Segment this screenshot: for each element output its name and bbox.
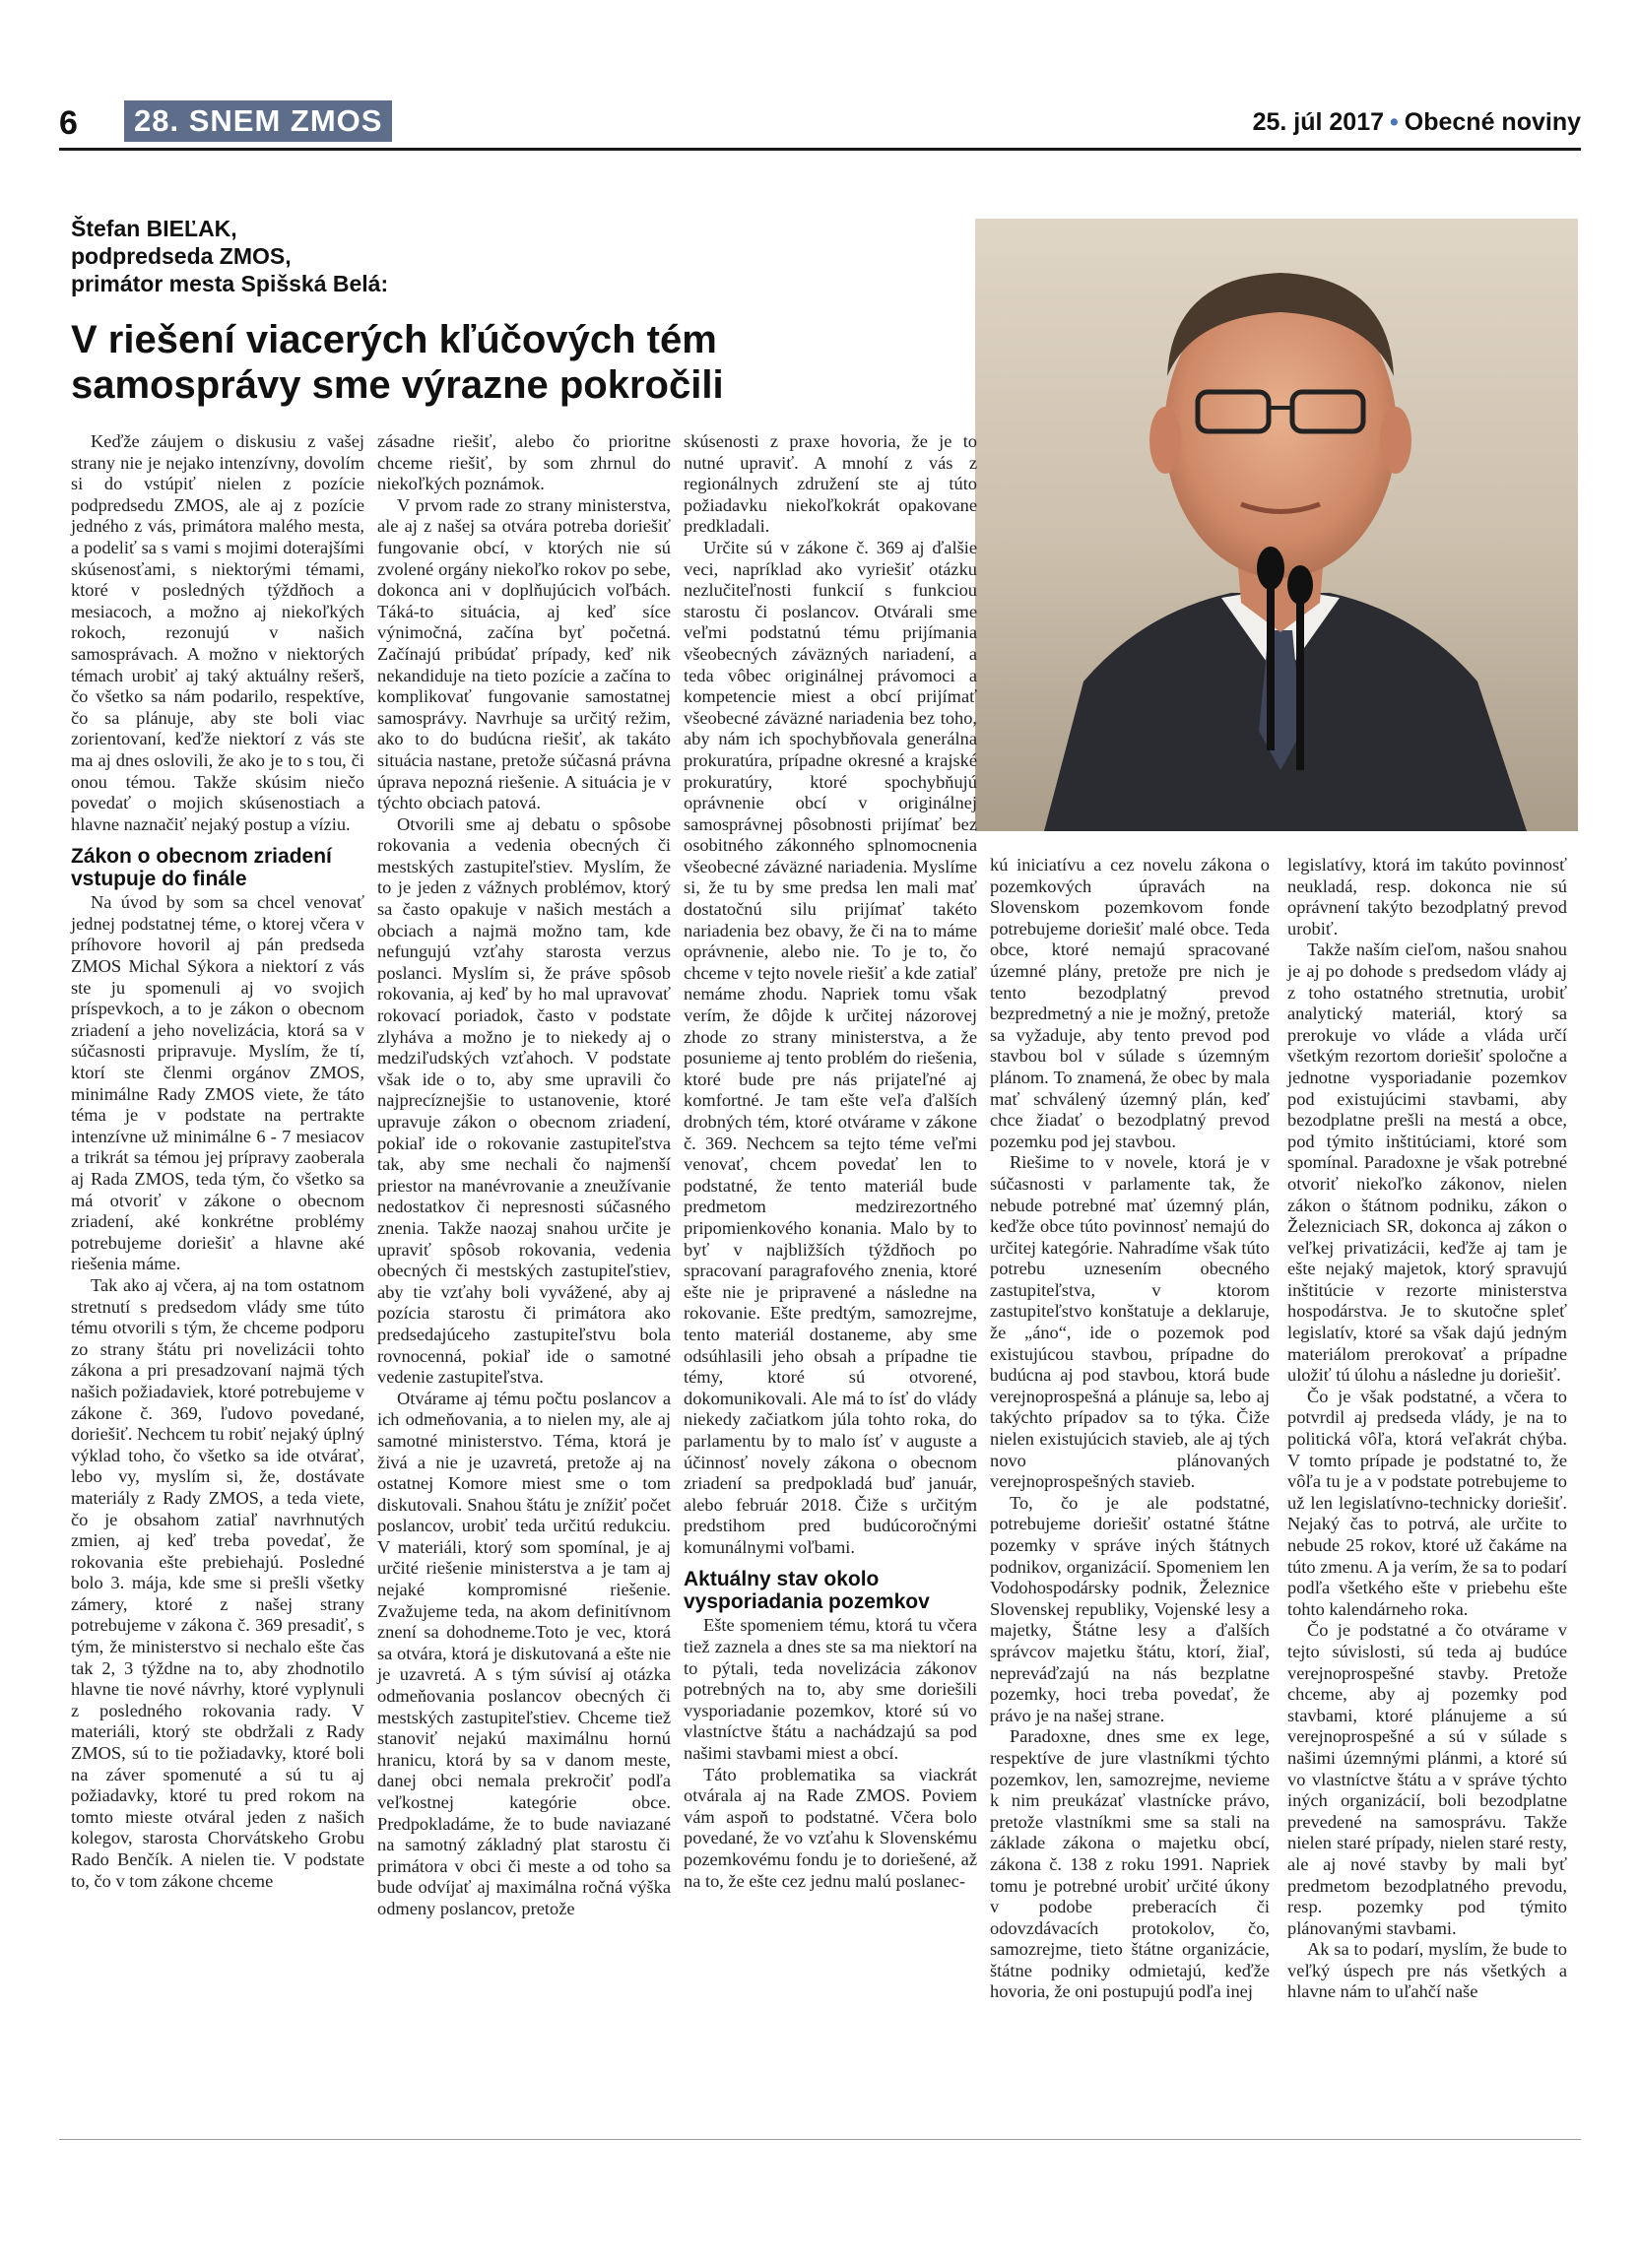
page-header <box>59 98 1581 151</box>
article-headline <box>71 317 957 408</box>
paragraph: Táto problematika sa viackrát otvárala aj na Rade ZMOS. Poviem vám aspoň to podstatné. Včera bolo povedané, že vo vzťahu k Slovenskému pozemkovému fondu je to doriešené, až na to, že ešte cez jednu malú poslanec- <box>684 1764 977 1891</box>
headline-line-2: samosprávy sme výrazne pokročili <box>71 363 724 407</box>
paragraph: Otvorili sme aj debatu o spôsobe rokovania a vedenia obecných či mestských zastupiteľstiev. Myslím, že to je jeden z vážnych problémov, ktorý sa často opakuje v našich mestách a obciach a najmä možno tam, kde nefungujú vzťahy starosta verzus poslanci. Myslím si, že práve spôsob rokovania, aj keď by ho mal upravovať rokovací poriadok, často v podstate zlyháva a možno je to niekedy aj o medziľudských vzťahoch. V podstate však ide o to, aby sme upravili čo najprecíznejšie to ustanovenie, ktoré upravuje zákon o obecnom zriadení, pokiaľ ide o rokovanie zastupiteľstva tak, aby sme nechali čo najmenší priestor na manévrovanie a zneužívanie nedostatkov či nepresnosti súčasného znenia. Takže naozaj snahou určite je upraviť spôsob rokovania, vedenia obecných či mestských zastupiteľstiev, aby tie vzťahy boli vyvážené, aby aj pozícia starostu či primátora ako predsedajúceho zastupiteľstvu bola rovnocenná, pokiaľ ide o samotné vedenie zastupiteľstva. <box>377 813 671 1388</box>
paragraph: Ešte spomeniem tému, ktorá tu včera tiež zaznela a dnes ste sa ma niektorí na to pýtali, teda novelizácia zákonov potrebných na to, aby sme doriešili vysporiadanie pozemkov, ktoré sú vo vlastníctve štátu a nachádzajú sa pod našimi stavbami miest a obcí. <box>684 1615 977 1764</box>
paragraph: zásadne riešiť, alebo čo prioritne chceme riešiť, by som zhrnul do niekoľkých poznámok. <box>377 431 671 494</box>
paragraph: Na úvod by som sa chcel venovať jednej podstatnej téme, o ktorej včera v príhovore hovoril aj pán predseda ZMOS Michal Sýkora a niektorí z vás ste ju spomenuli aj vo svojich príspevkoch, a to je zákon o obecnom zriadení a jeho novelizácia, ktorá sa v súčasnosti pripravuje. Myslím, že tí, ktorí ste členmi orgánov ZMOS, minimálne Rady ZMOS viete, že táto téma je v podstate na pertrakte intenzívne už minimálne 6 - 7 mesiacov a trikrát sa témou jej prípravy zaoberala aj Rada ZMOS, teda tým, čo všetko sa má otvoriť v zákone o obecnom zriadení, aké konkrétne problémy potrebujeme doriešiť a hlavne aké riešenia máme. <box>71 892 364 1274</box>
masthead-info <box>1253 108 1581 137</box>
paragraph: Riešime to v novele, ktorá je v súčasnosti v parlamente tak, že nebude potrebné mať územný plán, keďže obce túto povinnosť nemajú do určitej kategórie. Nahradíme však túto potrebu uznesením obecného zastupiteľstva, v ktorom zastupiteľstvo konštatuje a deklaruje, že „áno“, ide o pozemok pod existujúcou stavbou, prípadne do budúcna aj pod stavbou, ktorá bude verejnoprospešná a plánuje sa, lebo aj takýchto prípadov sa to týka. Čiže nielen existujúcich stavieb, ale aj tých novo plánovaných verejnoprospešných stavieb. <box>990 1152 1270 1492</box>
article-column-4 <box>990 855 1270 2003</box>
paragraph: Určite sú v zákone č. 369 aj ďalšie veci, napríklad ako vyriešiť otázku nezlučiteľnosti funkcií s funkciou starostu či poslancov. Otvárali sme veľmi podstatnú tému prijímania všeobecných záväzných nariadení, a teda vôbec originálnej právomoci a kompetencie miest a obcí prijímať všeobecné záväzné nariadenia bez toho, aby nám ich spochybňovala generálna prokuratúra, prípadne okresné a krajské prokuratúry, ktoré spochybňujú oprávnenie obcí v originálnej samosprávnej pôsobnosti prijímať bez osobitného zákonného splnomocnenia všeobecné záväzné nariadenia. Myslíme si, že tu by sme predsa len mali mať dostatočnú silu prijímať takéto nariadenia bez obavy, že či na to máme oprávnenie, alebo nie. To je to, čo chceme v tejto novele riešiť a kde zatiaľ nemáme zhodu. Napriek tomu však verím, že dôjde k určitej názorovej zhode zo strany ministerstva, a že posunieme aj tento problém do riešenia, ktoré bude pre nás prijateľné aj komfortné. Je tam ešte veľa ďalších drobných tém, ktoré otvárame v zákone č. 369. Nechcem sa tejto téme veľmi venovať, chcem povedať len to podstatné, že tento materiál bude predmetom medzirezortného pripomienkového konania. Malo by to byť v najbližších týždňoch po spracovaní paragrafového znenia, ktoré ešte nie je pripravené a následne na rokovanie. Ešte predtým, samozrejme, tento materiál dostaneme, aby sme odsúhlasili jeho obsah a prípadne tie témy, ktoré sú otvorené, dokomunikovali. Ale má to ísť do vlády niekedy začiatkom júla tohto roka, do parlamentu by to malo ísť v auguste a účinnosť novely zákona o obecnom zriadení sa predpokladá buď január, alebo február 2018. Čiže s určitým predstihom pred budúcoročnými komunálnymi voľbami. <box>684 537 977 1557</box>
author-role: podpredseda ZMOS, <box>71 243 292 269</box>
subheading: Zákon o obecnom zriadení vstupuje do finále <box>71 845 332 891</box>
paragraph: Čo je podstatné a čo otvárame v tejto súvislosti, sú teda aj budúce verejnoprospešné stavby. Pretože chceme, aby aj pozemky pod stavbami, ktoré plánujeme a sú verejnoprospešné a sú v súlade s našimi územnými plánmi, a ktoré sú vo vlastníctve štátu a v správe týchto iných organizácií, boli bezodplatne prevedené na samosprávu. Takže nielen staré prípady, nielen staré resty, ale aj nové stavby by mali byť predmetom bezodplatného prevodu, resp. pozemky pod týmito plánovanými stavbami. <box>1287 1620 1567 1938</box>
headline-line-1: V riešení viacerých kľúčových tém <box>71 318 717 361</box>
paragraph: legislatívy, ktorá im takúto povinnosť neukladá, resp. dokonca nie sú oprávnení takýto bezodplatný prevod urobiť. <box>1287 855 1567 939</box>
subheading: Aktuálny stav okolo vysporiadania pozemkov <box>684 1568 930 1614</box>
paragraph: Tak ako aj včera, aj na tom ostatnom stretnutí s predsedom vlády sme túto tému otvorili s tým, že chceme podporu zo strany štátu pri novelizácii tohto zákona a pri presadzovaní najmä tých našich požiadaviek, ktoré potrebujeme v zákone č. 369, ľudovo povedané, doriešiť. Nechcem tu robiť nejaký úplný výklad toho, čo všetko sa ide otvárať, lebo vy, myslím si, že, dostávate materiály z Rady ZMOS, a teda viete, čo je obsahom zatiaľ navrhnutých zmien, aj keď treba povedať, že rokovania ešte prebiehajú. Posledné bolo 3. mája, kde sme si prešli všetky zámery, ktoré z našej strany potrebujeme v zákona č. 369 presadiť, s tým, že ministerstvo si nechalo ešte čas tak 2, 3 týždne na to, aby zhodnotilo hlavne tie nové návrhy, ktoré vyplynuli z posledného rokovania rady. V materiáli, ktorý ste obdržali z Rady ZMOS, sú to tie požiadavky, ktoré boli na záver spomenuté a sú tu aj požiadavky, ktoré tu pred rokom na tomto mieste otváral jeden z našich kolegov, starosta Chorvátskeho Grobu Rado Benčík. A nielen tie. V podstate to, čo v tom zákone chceme <box>71 1274 364 1891</box>
section-tag: 28. SNEM ZMOS <box>124 100 392 142</box>
author-name: Štefan BIEĽAK, <box>71 216 237 241</box>
paragraph: Čo je však podstatné, a včera to potvrdil aj predseda vlády, je na to politická vôľa, ktorá veľakrát chýba. V tomto prípade je podstatné to, že vôľa tu je a v podstate potrebujeme to už len legislatívno-technicky doriešiť. Nejaký čas to potrvá, ale určite to nebude 25 rokov, ktoré už čakáme na túto zmenu. A ja verím, že sa to podarí podľa všetkého ešte v priebehu ešte tohto kalendárneho roka. <box>1287 1386 1567 1619</box>
issue-date: 25. júl 2017 <box>1252 108 1385 136</box>
footer-rule <box>59 2139 1581 2140</box>
paragraph: skúsenosti z praxe hovoria, že je to nutné upraviť. A mnohí z vás z regionálnych združení ste aj túto požiadavku niekoľkokrát opakovane predkladali. <box>684 431 977 537</box>
portrait-photo <box>975 219 1578 831</box>
paragraph: Takže naším cieľom, našou snahou je aj po dohode s predsedom vlády aj z toho ostatného stretnutia, urobiť analytický materiál, ktorý sa prerokuje vo vláde a vláda určí všetkým rezortom doriešiť spoločne a jednotne vysporiadanie pozemkov pod existujúcimi stavbami, aby bezodplatne prešli na mestá a obce, pod týmito inštitúciami, ktoré som spomínal. Paradoxne je však potrebné otvoriť niekoľko zákonov, nielen zákon o štátnom podniku, zákon o Železniciach SR, dokonca aj zákon o veľkej privatizácii, keďže aj tam je ešte nejaký majetok, ktorý spravujú inštitúcie v rezorte ministerstva hospodárstva. Je to skutočne spleť legislatív, ktoré sa však dajú jedným materiálom prerokovať a prípadne uložiť tú úlohu a následne ju doriešiť. <box>1287 940 1567 1386</box>
page-number: 6 <box>59 104 78 142</box>
paragraph: Keďže záujem o diskusiu z vašej strany nie je nejako intenzívny, dovolím si do vstúpiť nielen z pozície podpredsedu ZMOS, ale aj z pozície jedného z vás, primátora malého mesta, a podeliť sa s vami s mojimi doterajšími skúsenosťami, s niektorými témami, ktoré v posledných týždňoch a mesiacoch, a možno aj niekoľkých rokoch, rezonujú v našich samosprávach. A možno v niektorých témach urobiť aj taký aktuálny rešerš, čo všetko sa nám podarilo, respektíve, čo sa plánuje, aby ste boli viac zorientovaní, keďže niektorí z vás ste ma aj dnes oslovili, že ako je to s tou, či onou témou. Takže skúsim niečo povedať o mojich skúsenostiach a hlavne naznačiť nejaký postup a víziu. <box>71 431 364 834</box>
byline <box>71 215 918 297</box>
paragraph: kú iniciatívu a cez novelu zákona o pozemkových úpravách na Slovenskom pozemkovom fonde potrebujeme doriešiť malé obce. Teda obce, ktoré nemajú spracované územné plány, pretože pre nich je tento bezodplatný prevod bezpredmetný a nie je možný, pretože sa vyžaduje, aby tento prevod pod stavbou bol v súlade s územným plánom. To znamená, že obec by mala mať schválený územný plán, keď chce žiadať o bezodplatný prevod pozemku pod jej stavbou. <box>990 855 1270 1151</box>
paragraph: Otvárame aj tému počtu poslancov a ich odmeňovania, a to nielen my, ale aj samotné ministerstvo. Téma, ktorá je živá a nie je uzavretá, pretože aj na ostatnej Komore miest sme o tom diskutovali. Snahou štátu je znížiť počet poslancov, urobiť teda určitú redukciu. V materiáli, ktorý som spomínal, je aj určité riešenie ministerstva a je tam aj nejaké kompromisné riešenie. Zvažujeme teda, na akom definitívnom znení sa dohodneme.Toto je vec, ktorá sa otvára, ktorá je diskutovaná a ešte nie je uzavretá. A s tým súvisí aj otázka odmeňovania poslancov obecných či mestských zastupiteľstiev. Chceme tiež stanoviť nejakú maximálnu hornú hranicu, ktorá by sa v danom meste, danej obci nemala prekročiť podľa veľkostnej kategórie obce. Predpokladáme, že to bude naviazané na samotný základný plat starostu či primátora v obci či meste a od toho sa bude odvíjať aj maximálna ročná výška odmeny poslancov, pretože <box>377 1388 671 1918</box>
article-column-2 <box>377 431 671 1920</box>
article-column-3 <box>684 431 977 1892</box>
portrait-icon <box>975 219 1578 831</box>
paragraph: Paradoxne, dnes sme ex lege, respektíve de jure vlastníkmi týchto pozemkov, len, samozrejme, nevieme k nim preukázať vlastnícke právo, pretože vlastníkmi sme sa stali na základe zákona o majetku obcí, zákona č. 138 z roku 1991. Napriek tomu je potrebné urobiť určité úkony v podobe preberacích či odovzdávacích protokolov, čo, samozrejme, tieto štátne organizácie, štátne podniky odmietajú, keďže hovoria, že oni postupujú podľa inej <box>990 1726 1270 2002</box>
paragraph: V prvom rade zo strany ministerstva, ale aj z našej sa otvára potreba doriešiť fungovanie obcí, v ktorých nie sú zvolené orgány niekoľko rokov po sebe, dokonca ani v doplňujúcich voľbách. Táká-to situácia, aj keď síce výnimočná, začína byť početná. Začínajú pribúdať prípady, keď nik nekandiduje na tieto pozície a začína to komplikovať fungovanie samostatnej samosprávy. Navrhuje sa určitý režim, ako to do budúcna riešiť, ak takáto situácia nastane, pretože súčasná právna úprava nepozná riešenie. A situácia je v týchto obciach patová. <box>377 494 671 813</box>
article-column-5 <box>1287 855 1567 2003</box>
author-position: primátor mesta Spišská Belá: <box>71 271 389 296</box>
publication-name: Obecné noviny <box>1404 108 1581 136</box>
paragraph: To, čo je ale podstatné, potrebujeme doriešiť ostatné štátne pozemky v správe iných štátnych podnikov, organizácií. Spomeniem len Vodohospodársky podnik, Železnice Slovenskej republiky, Vojenské lesy a majetky, Štátne lesy a ďalších správcov majetku štátu, ktorí, žiaľ, nepreváďzajú na nás bezplatne pozemky, hoci treba povedať, že právo je na našej strane. <box>990 1492 1270 1725</box>
article-column-1 <box>71 431 364 1892</box>
separator-dot: • <box>1390 108 1399 136</box>
paragraph: Ak sa to podarí, myslím, že bude to veľký úspech pre nás všetkých a hlavne nám to uľahčí naše <box>1287 1939 1567 2002</box>
